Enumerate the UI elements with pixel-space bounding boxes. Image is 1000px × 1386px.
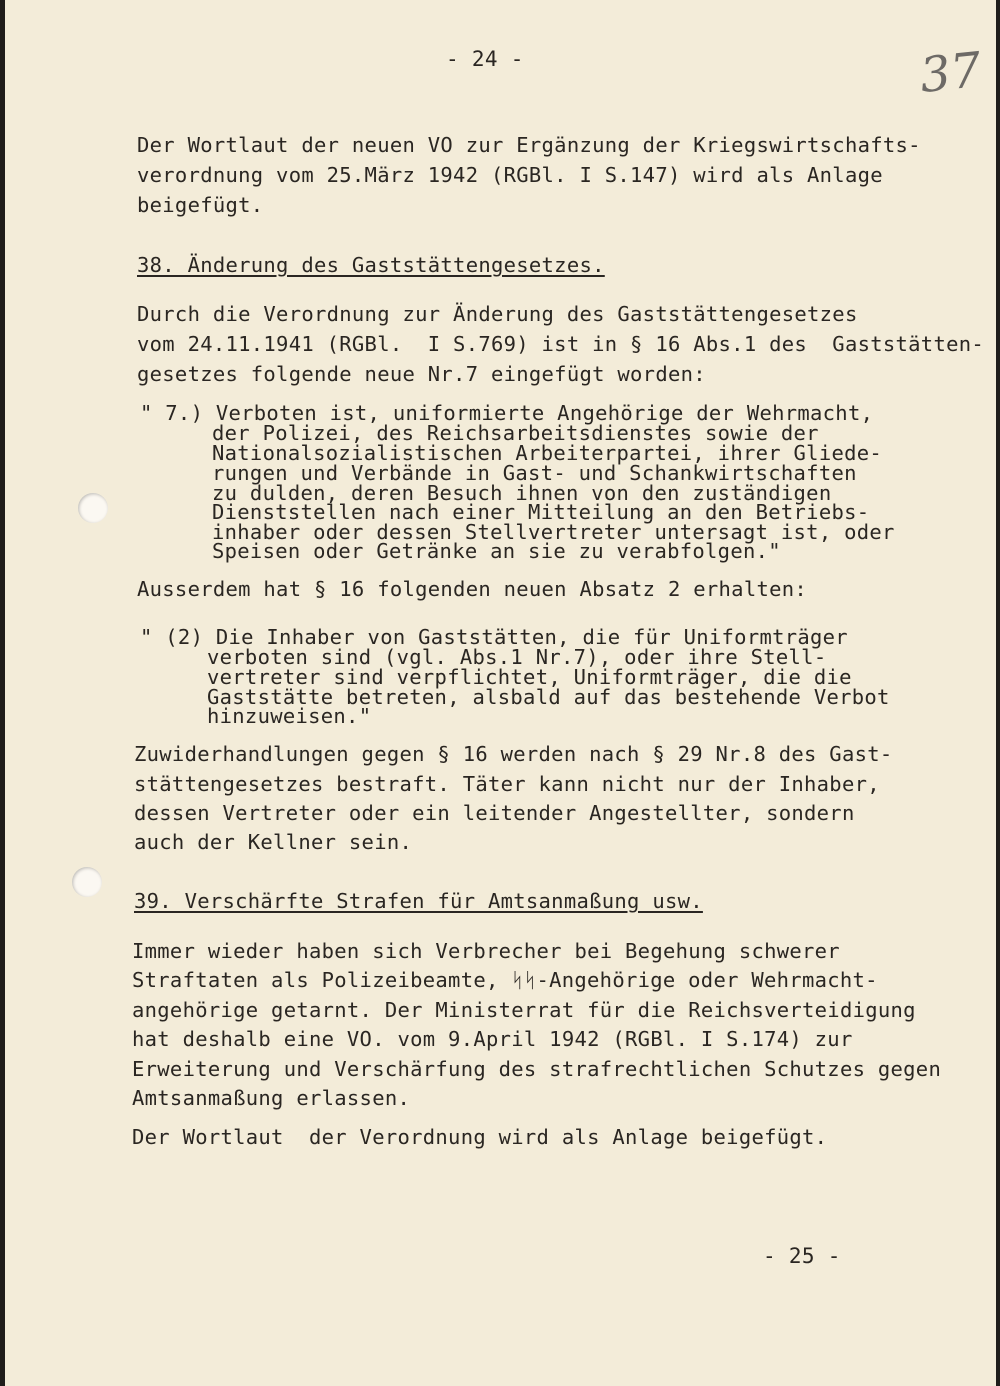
section-heading-39: 39. Verschärfte Strafen für Amtsanmaßung usw. [134,889,703,913]
text-line: dessen Vertreter oder ein leitender Angestellter, sondern [134,801,855,825]
quote-line: zu dulden, deren Besuch ihnen von den zuständigen [212,481,832,505]
section-heading-38: 38. Änderung des Gaststättengesetzes. [137,253,605,277]
text-line: Amtsanmaßung erlassen. [132,1086,411,1110]
quote-line: " 7.) Verboten ist, uniformierte Angehörige der Wehrmacht, [140,401,874,425]
archive-number: 37 [917,41,984,105]
quote-line: rungen und Verbände in Gast- und Schankwirtschaften [212,461,857,485]
text-line: Straftaten als Polizeibeamte, ᛋᛋ-Angehörige oder Wehrmacht- [132,968,878,992]
page-header: - 24 - [446,47,524,71]
quote-line: Nationalsozialistischen Arbeiterpartei, ihrer Gliede- [212,441,883,465]
text-line: Durch die Verordnung zur Änderung des Gaststättengesetzes [137,302,858,326]
quote-line: inhaber oder dessen Stellvertreter untersagt ist, oder [212,520,895,544]
text-line: vom 24.11.1941 (RGBl. I S.769) ist in § 16 Abs.1 des Gaststätten- [137,332,985,356]
text-line: gesetzes folgende neue Nr.7 eingefügt worden: [137,362,706,386]
quote-line: vertreter sind verpflichtet, Uniformträger, die die [207,665,852,689]
text-line: hat deshalb eine VO. vom 9.April 1942 (RGBl. I S.174) zur [132,1027,853,1051]
text-line: Der Wortlaut der neuen VO zur Ergänzung der Kriegswirtschafts- [137,133,921,157]
text-line: auch der Kellner sein. [134,830,413,854]
punch-hole-bottom [72,867,102,897]
scan-edge-right [996,0,1000,1386]
text-line: verordnung vom 25.März 1942 (RGBl. I S.147) wird als Anlage [137,163,883,187]
text-line: beigefügt. [137,193,264,217]
quote-line: hinzuweisen." [207,704,372,728]
text-line: Der Wortlaut der Verordnung wird als Anlage beigefügt. [132,1125,828,1149]
text-line: Zuwiderhandlungen gegen § 16 werden nach § 29 Nr.8 des Gast- [134,742,893,766]
quote-line: verboten sind (vgl. Abs.1 Nr.7), oder ihre Stell- [207,645,827,669]
quote-line: Dienststellen nach einer Mitteilung an den Betriebs- [212,500,870,524]
text-line: Immer wieder haben sich Verbrecher bei Begehung schwerer [132,939,840,963]
quote-line: Gaststätte betreten, alsbald auf das bestehende Verbot [207,685,890,709]
quote-line: " (2) Die Inhaber von Gaststätten, die für Uniformträger [140,625,848,649]
page-footer: - 25 - [763,1244,841,1268]
quote-line: der Polizei, des Reichsarbeitsdienstes sowie der [212,421,819,445]
punch-hole-top [78,493,108,523]
quote-line: Speisen oder Getränke an sie zu verabfolgen." [212,539,781,563]
scan-edge-left [0,0,5,1386]
text-line: Ausserdem hat § 16 folgenden neuen Absatz 2 erhalten: [137,577,808,601]
text-line: stättengesetzes bestraft. Täter kann nicht nur der Inhaber, [134,772,880,796]
text-line: angehörige getarnt. Der Ministerrat für die Reichsverteidigung [132,998,916,1022]
text-line: Erweiterung und Verschärfung des strafrechtlichen Schutzes gegen [132,1057,942,1081]
